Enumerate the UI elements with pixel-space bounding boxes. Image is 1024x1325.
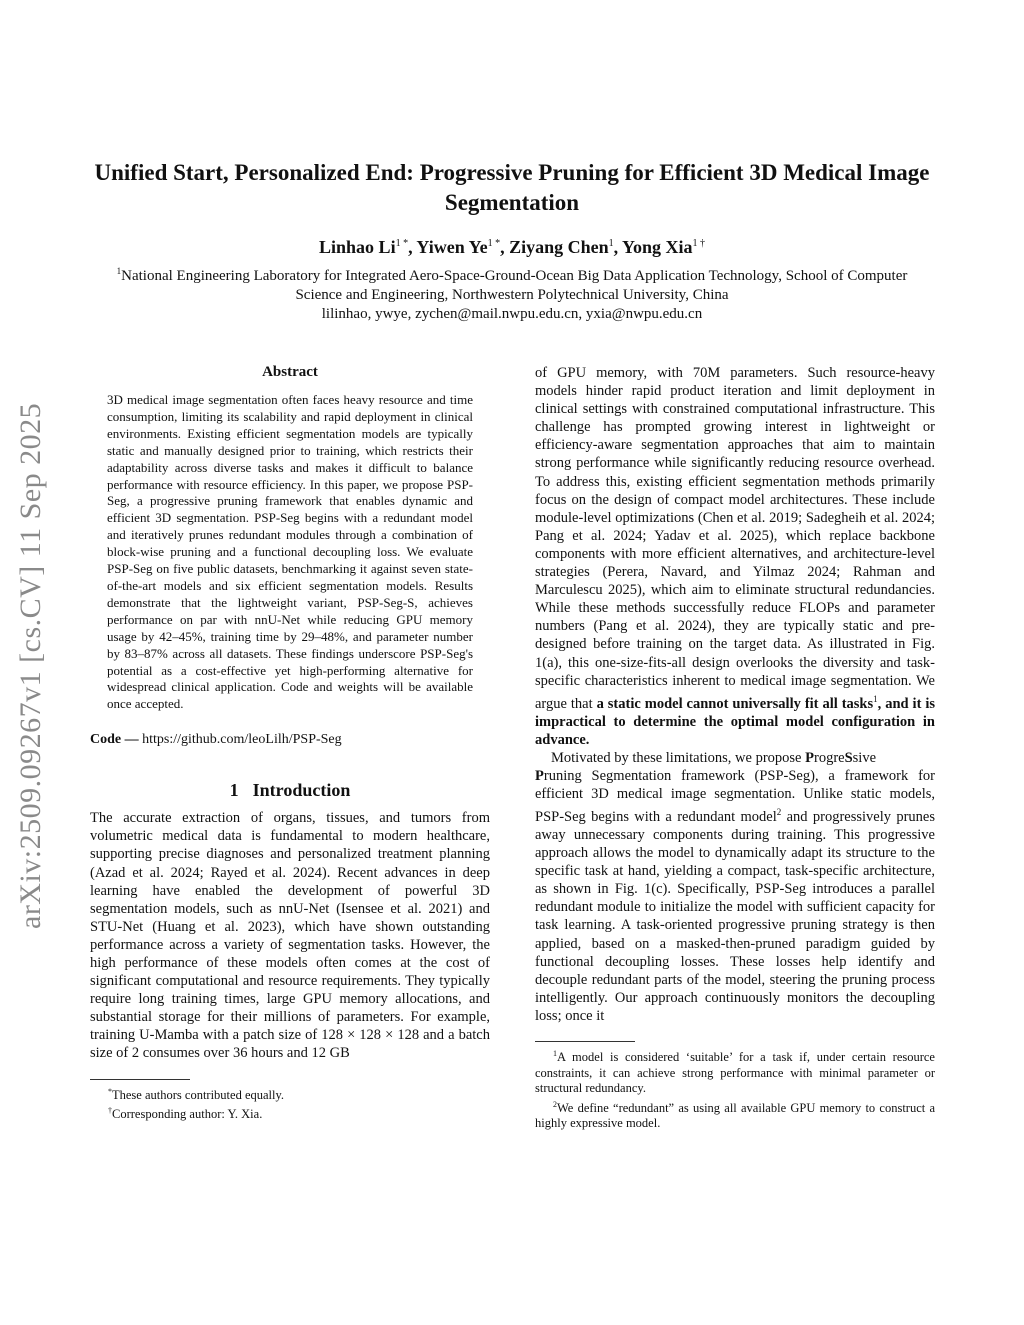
footnote-text: Corresponding author: Y. Xia.	[112, 1107, 263, 1122]
acronym-part: rogre	[813, 749, 845, 766]
abstract-text: 3D medical image segmentation often faces heavy resource and time consumption, limiting its scalability and rapid deployment in clinical environments. Existing efficient segmentation models are typically static and manually designed prior to training, which restricts their adaptability across diverse tasks and makes it difficult to balance performance with resource efficiency. In this paper, we propose PSP-Seg, a progressive pruning framework that enables dynamic and efficient 3D segmentation. PSP-Seg begins with a redundant model and iteratively prunes redundant modules through a combination of block-wise pruning and a functional decoupling loss. We evaluate PSP-Seg on five public datasets, benchmarking it against seven state-of-the-art models and six efficient segmentation models. Results demonstrate that the lightweight variant, PSP-Seg-S, achieves performance on par with nnU-Net while reducing GPU memory usage by 42–45%, training time by 29–48%, and parameter number by 83–87% across all datasets. These findings underscore PSP-Seg's potential as a cost-effective yet high-performing alternative for widespread clinical application. Code and weights will be available once accepted.	[107, 392, 473, 712]
footnote-equal-contribution	[90, 1084, 490, 1104]
affiliation-mark: 1	[116, 266, 122, 276]
author-mark: 1 *	[395, 238, 409, 249]
claim-bold-2: , and it is impractical to determine the optimal model configuration in advance.	[535, 695, 936, 748]
author-mark: 1 †	[692, 238, 705, 249]
footnote-text: We define “redundant” as using all available GPU memory to construct a highly expressive model.	[535, 1100, 935, 1131]
intro-paragraph-1: The accurate extraction of organs, tissues, and tumors from volumetric medical data is fundamental to modern healthcare, supporting precise diagnoses and personalized treatment planning (Azad et al. 2024; Rayed et al. 2024). Recent advances in deep learning have enabled the development of powerful 3D segmentation models, such as nnU-Net (Isensee et al. 2021) and STU-Net (Huang et al. 2023), which have shown outstanding performance across a variety of segmentation tasks. However, the high performance of these models often comes at the cost of significant computational and resource requirements. They typically require long training times, large GPU memory allocations, and substantial storage for their millions of parameters. For example, training U-Mamba with a patch size of 128 × 128 × 128 and a batch size of 2 consumes over 36 hours and 12 GB	[90, 810, 490, 1062]
author-mark: 1	[608, 238, 614, 249]
arxiv-identifier: arXiv:2509.09267v1 [cs.CV] 11 Sep 2025	[14, 402, 47, 930]
footnote-divider	[90, 1079, 190, 1080]
footnote-suitable	[535, 1046, 935, 1097]
left-column	[90, 362, 490, 1123]
acronym-letter: P	[535, 767, 544, 784]
author-name: Linhao Li	[319, 237, 396, 257]
footnote-ref: 2	[776, 807, 782, 818]
section-number: 1	[229, 780, 239, 801]
paper-title: Unified Start, Personalized End: Progressive Pruning for Efficient 3D Medical Image Segmentation	[94, 160, 930, 215]
author-emails: lilinhao, ywye, zychen@mail.nwpu.edu.cn, yxia@nwpu.edu.cn	[321, 306, 703, 322]
para2-end: and progressively prunes away unnecessary components during training. This progressive approach allows the model to dynamically adapt its structure to the specific task at hand, yielding a compact, task-specific architecture, as shown in Fig. 1(c). Specifically, PSP-Seg introduces a parallel redundant module to initialize the model with sufficient capacity for task learning. A task-oriented progressive pruning strategy is then applied, based on a masked-then-pruned paradigm guided by functional decoupling losses. These losses help identify and decouple redundant parts of the model, steering the pruning process intelligently. Our approach continuously monitors the decoupling loss; once it	[535, 808, 935, 1024]
author-name: Yong Xia	[621, 237, 693, 257]
footnote-ref: 1	[873, 693, 878, 704]
abstract-heading: Abstract	[262, 364, 318, 380]
footnote-text: A model is considered ‘suitable’ for a task if, under certain resource constraints, it can achieve strong performance with minimal parameter or structural redundancy.	[535, 1050, 935, 1096]
affiliation-block	[92, 262, 932, 324]
code-link-line	[90, 731, 490, 749]
author-name: Ziyang Chen	[509, 237, 609, 257]
acronym-part: sive	[852, 749, 877, 766]
code-label: Code —	[90, 732, 139, 748]
acronym-letter: P	[805, 749, 814, 766]
code-url[interactable]: https://github.com/leoLilh/PSP-Seg	[142, 732, 342, 748]
footnote-text: These authors contributed equally.	[112, 1087, 285, 1102]
author-name: Yiwen Ye	[416, 237, 488, 257]
intro-paragraph-1-continued	[535, 364, 935, 749]
para2-start: Motivated by these limitations, we propose	[551, 749, 806, 766]
section-title: Introduction	[252, 780, 351, 801]
footnote-corresponding	[90, 1103, 490, 1123]
para2-middle: runing Segmentation framework (PSP-Seg), a framework for efficient 3D medical image segmentation. Unlike static models, PSP-Seg begins with a redundant model	[535, 767, 935, 825]
footnote-divider	[535, 1041, 635, 1042]
footnote-mark: 2	[553, 1099, 557, 1109]
section-heading-introduction	[90, 779, 490, 801]
footnote-mark: 1	[553, 1049, 557, 1059]
affiliation-text: National Engineering Laboratory for Integrated Aero-Space-Ground-Ocean Big Data Application Technology, School of Computer Science and Engineering, Northwestern Polytechnical University, China	[121, 268, 908, 303]
claim-bold-1: a static model cannot universally fit all tasks	[596, 695, 874, 712]
author-list: Linhao $Li^{1 *}$, Yiwen $Ye^{1 *}$, Ziyang Chen$^1$, Yong Xia$^{1 \dagger}$	[319, 237, 705, 257]
footnote-mark: *	[108, 1086, 112, 1096]
intro-continued-text: of GPU memory, with 70M parameters. Such resource-heavy models hinder rapid product iteration and limit deployment in clinical settings with constrained computational infrastructure. This challenge has prompted growing interest in lightweight or efficiency-aware segmentation approaches that aim to maintain strong performance while significantly reducing resource overhead. To address this, existing efficient segmentation methods primarily focus on the design of compact model architectures. These include module-level optimizations (Chen et al. 2019; Sadegheih et al. 2024; Pang et al. 2024; Yadav et al. 2025), which replace backbone components with more efficient alternatives, and architecture-level strategies (Perera, Navard, and Yilmaz 2024; Rahman and Marculescu 2025), which aim to eliminate structural redundancies. While these methods successfully reduce FLOPs and parameter numbers (Pang et al. 2024), they are typically static and pre-designed before training on the target data. As illustrated in Fig. 1(a), this one-size-fits-all design overlooks the diversity and task-specific characteristics inherent to medical image segmentation. We argue that	[535, 365, 935, 712]
acronym-letter: S	[844, 749, 853, 766]
footnote-redundant	[535, 1097, 935, 1132]
right-column	[535, 364, 935, 1132]
footnote-mark: †	[108, 1106, 112, 1116]
intro-paragraph-2	[535, 749, 935, 1025]
author-mark: 1 *	[487, 238, 501, 249]
